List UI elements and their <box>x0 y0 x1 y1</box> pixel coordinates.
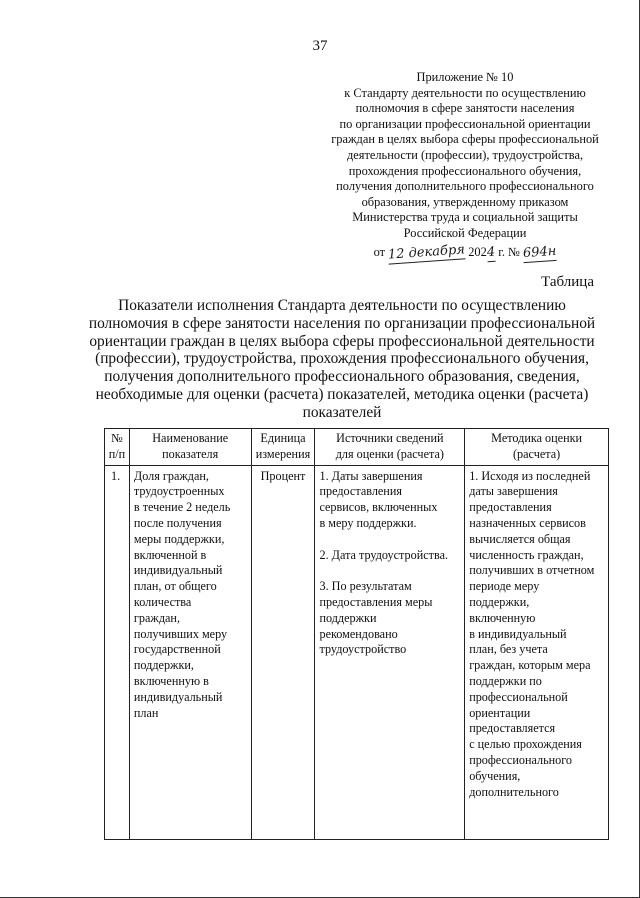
cell-text-line: предоставления меры <box>319 594 433 609</box>
cell-text-line: в меру поддержки. <box>319 515 417 530</box>
header-number: № п/п <box>105 429 130 466</box>
order-date-line <box>300 241 630 263</box>
cell-text-line: меры поддержки, <box>133 531 225 546</box>
cell-text-line: Доля граждан, <box>133 468 209 483</box>
cell-text-line: 3. По результатам <box>319 579 412 594</box>
cell-text-line: профессионального <box>469 752 573 767</box>
cell-text-line: даты завершения <box>469 484 558 499</box>
unit-value: Процент <box>251 465 315 839</box>
appendix-line: получения дополнительного профессионального <box>336 179 594 194</box>
cell-text-line: государственной <box>133 642 221 657</box>
cell-text-line: вычисляется общая <box>469 531 571 546</box>
sources-info <box>315 465 465 839</box>
header-unit: Единица измерения <box>251 429 315 466</box>
handwritten-date: 12 декабря <box>387 241 466 263</box>
appendix-line: по организации профессиональной ориентации <box>339 116 591 131</box>
title-line: Показатели исполнения Стандарта деятельности по осуществлению <box>118 297 566 314</box>
cell-text-line: включенную <box>469 610 536 625</box>
appendix-line: Министерства труда и социальной защиты <box>352 210 578 225</box>
appendix-line: Приложение № 10 <box>416 70 514 84</box>
cell-text-line: поддержки <box>319 610 377 625</box>
cell-text-line: дополнительного <box>469 784 559 799</box>
appendix-line: прохождения профессионального обучения, <box>348 163 582 178</box>
table-label: Таблица <box>541 274 594 290</box>
cell-text-line: трудоустройство <box>319 642 407 657</box>
cell-text-line: предоставления <box>469 500 552 515</box>
appendix-line: Российской Федерации <box>403 225 527 240</box>
title-line: показателей <box>302 403 382 421</box>
cell-text-line <box>319 532 460 548</box>
cell-text-line: назначенных сервисов <box>469 515 586 530</box>
cell-text-line: рекомендовано <box>319 626 398 641</box>
cell-text-line: получивших меру <box>133 626 228 641</box>
cell-text-line: 2. Дата трудоустройства. <box>319 547 449 562</box>
appendix-line: образования, утвержденному приказом <box>361 194 569 209</box>
cell-text-line: план, без учета <box>469 642 548 657</box>
cell-text-line: получивших в отчетном <box>469 563 595 578</box>
handwritten-order-number: 694н <box>522 243 557 261</box>
cell-text-line <box>319 563 460 579</box>
cell-text-line: граждан, которым мера <box>469 658 591 673</box>
method-info <box>465 465 609 839</box>
cell-text-line: индивидуальный <box>133 563 223 578</box>
cell-text-line: включенной в <box>133 547 207 562</box>
header-sources: Источники сведений для оценки (расчета) <box>315 429 465 466</box>
table-row <box>105 465 609 839</box>
table-header-row <box>105 429 609 466</box>
cell-text-line: 1. Даты завершения <box>319 468 423 483</box>
indicator-name <box>129 465 251 839</box>
number-prefix: г. № <box>498 244 520 259</box>
appendix-line: к Стандарту деятельности по осуществлению <box>344 85 586 100</box>
cell-text-line: численность граждан, <box>469 547 584 562</box>
cell-text-line: количества <box>133 594 192 609</box>
cell-text-line: индивидуальный <box>133 689 223 704</box>
cell-text-line: трудоустроенных <box>133 484 225 499</box>
title-line: получения дополнительного профессионального образования, сведения, <box>104 368 580 386</box>
cell-text-line: обучения, <box>469 768 521 783</box>
cell-text-line: предоставляется <box>469 721 556 736</box>
cell-text-line: план, от общего <box>133 579 217 594</box>
title-line: ориентации граждан в целях выбора сферы профессиональной деятельности <box>89 332 595 350</box>
header-indicator-name: Наименование показателя <box>129 429 251 466</box>
cell-text-line: в индивидуальный <box>469 626 567 641</box>
cell-text-line: периоде меру <box>469 579 540 594</box>
cell-text-line: с целью прохождения <box>469 737 582 752</box>
cell-text-line: поддержки, <box>469 594 530 609</box>
title-line: (профессии), трудоустройства, прохождения профессионального обучения, <box>95 350 589 368</box>
cell-text-line: предоставления <box>319 484 402 499</box>
cell-text-line: в течение 2 недель <box>133 500 231 515</box>
appendix-line: полномочия в сфере занятости населения <box>355 101 575 116</box>
cell-text-line: поддержки по <box>469 673 542 688</box>
cell-text-line: поддержки, <box>133 658 194 673</box>
cell-text-line: граждан, <box>133 610 180 625</box>
appendix-line: деятельности (профессии), трудоустройства, <box>346 147 584 162</box>
cell-text-line: профессиональной <box>469 689 568 704</box>
document-title <box>82 297 602 422</box>
cell-text-line: ориентации <box>469 705 531 720</box>
cell-text-line: после получения <box>133 515 222 530</box>
title-line: необходимые для оценки (расчета) показателей, методика оценки (расчета) <box>95 385 589 403</box>
cell-text-line: 1. Исходя из последней <box>469 468 591 483</box>
handwritten-year: 4 <box>486 244 496 260</box>
indicators-table <box>104 428 609 840</box>
appendix-line: граждан в целях выбора сферы профессиональной <box>331 132 599 147</box>
cell-text-line: сервисов, включенных <box>319 500 438 515</box>
appendix-header <box>300 70 630 261</box>
cell-text-line: план <box>133 705 159 720</box>
year-prefix: 202 <box>468 244 487 259</box>
date-prefix: от <box>373 244 386 259</box>
page-number: 37 <box>312 38 328 54</box>
row-number: 1. <box>105 465 130 839</box>
cell-text-line: включенную в <box>133 673 209 688</box>
header-method: Методика оценки (расчета) <box>465 429 609 466</box>
title-line: полномочия в сфере занятости населения по организации профессиональной <box>88 314 596 332</box>
